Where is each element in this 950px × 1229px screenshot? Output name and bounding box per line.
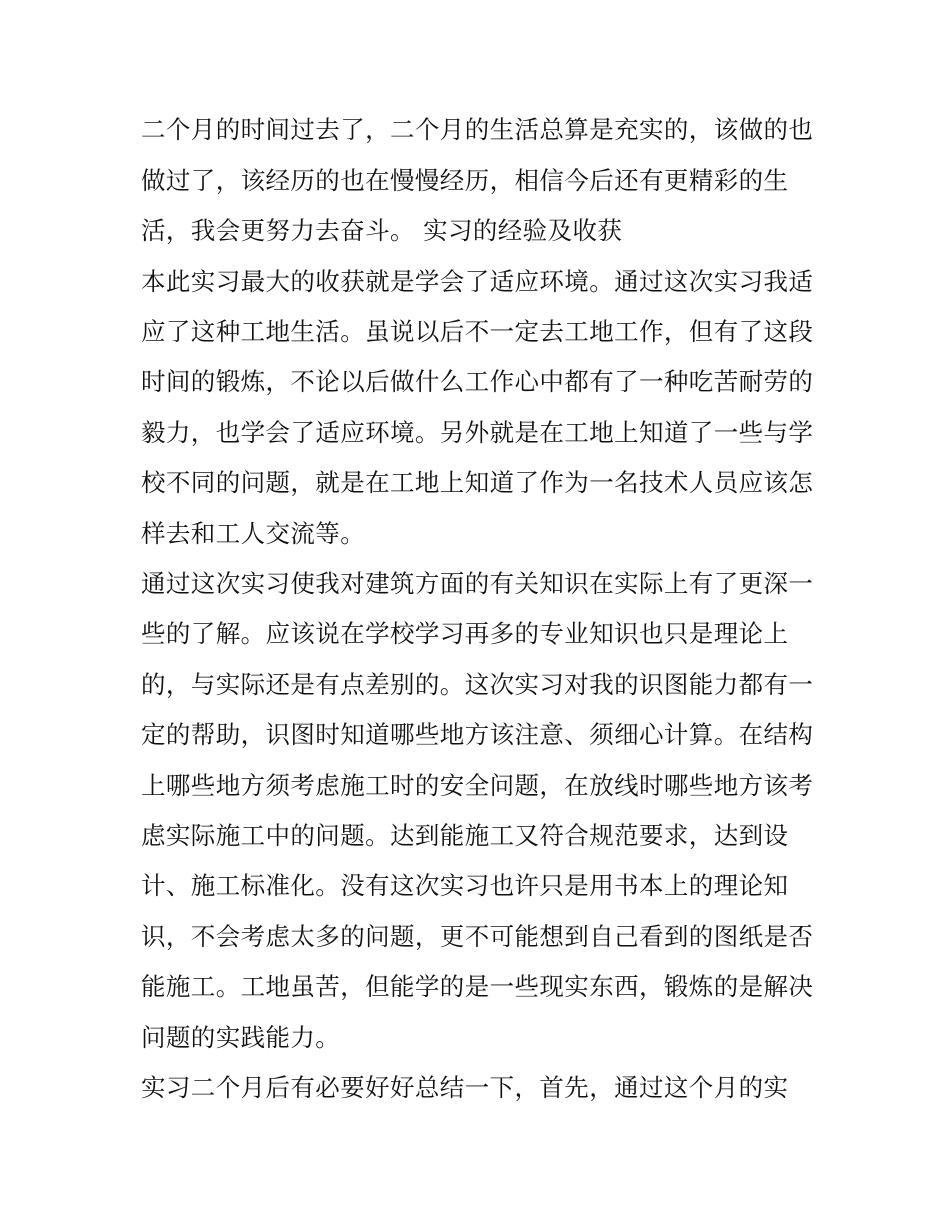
text-line: 实习二个月后有必要好好总结一下，首先，通过这个月的实 <box>141 1073 789 1102</box>
text-line: 上哪些地方须考虑施工时的安全问题，在放线时哪些地方该考 <box>141 771 814 800</box>
text-line: 能施工。工地虽苦，但能学的是一些现实东西，锻炼的是解决 <box>141 972 814 1001</box>
text-line: 时间的锻炼，不论以后做什么工作心中都有了一种吃苦耐劳的 <box>141 367 814 396</box>
text-line: 些的了解。应该说在学校学习再多的专业知识也只是理论上 <box>141 619 789 648</box>
text-line: 校不同的问题，就是在工地上知道了作为一名技术人员应该怎 <box>141 468 814 497</box>
text-line: 识，不会考虑太多的问题，更不可能想到自己看到的图纸是否 <box>141 922 814 951</box>
text-line: 活，我会更努力去奋斗。 实习的经验及收获 <box>141 216 623 245</box>
text-line: 定的帮助，识图时知道哪些地方该注意、须细心计算。在结构 <box>141 720 814 749</box>
text-line: 通过这次实习使我对建筑方面的有关知识在实际上有了更深一 <box>141 569 814 598</box>
text-line: 问题的实践能力。 <box>141 1023 341 1052</box>
text-line: 应了这种工地生活。虽说以后不一定去工地工作，但有了这段 <box>141 317 814 346</box>
text-line: 虑实际施工中的问题。达到能施工又符合规范要求，达到设 <box>141 821 789 850</box>
text-line: 的，与实际还是有点差别的。这次实习对我的识图能力都有一 <box>141 670 814 699</box>
text-line: 本此实习最大的收获就是学会了适应环境。通过这次实习我适 <box>141 267 814 296</box>
text-line: 做过了，该经历的也在慢慢经历，相信今后还有更精彩的生 <box>141 166 789 195</box>
text-line: 计、施工标准化。没有这次实习也许只是用书本上的理论知 <box>141 871 789 900</box>
text-line: 样去和工人交流等。 <box>141 519 366 548</box>
text-line: 二个月的时间过去了，二个月的生活总算是充实的，该做的也 <box>141 115 814 144</box>
text-line: 毅力，也学会了适应环境。另外就是在工地上知道了一些与学 <box>141 418 814 447</box>
